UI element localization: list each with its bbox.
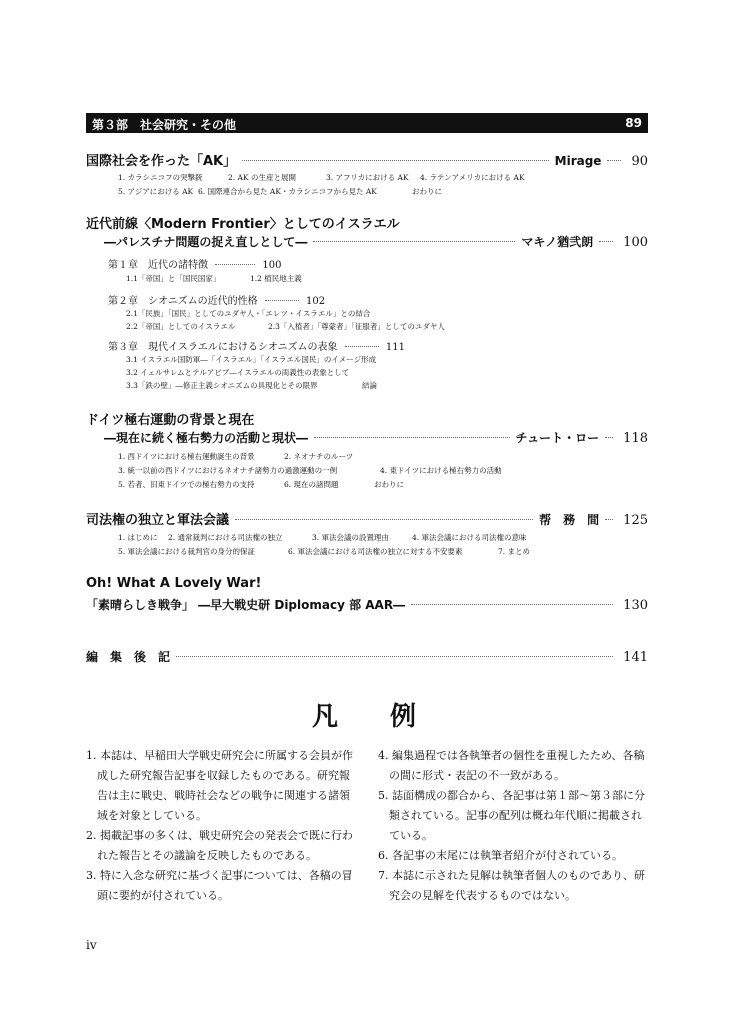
toc-item: 5. 若者、旧東ドイツでの極右勢力の支持: [118, 480, 255, 489]
leader-dots: [235, 519, 533, 520]
page-folio: iv: [86, 938, 97, 952]
toc-item: 2. 通常裁判における司法権の独立: [168, 533, 283, 542]
legend-line: 域を対象としている。: [86, 809, 207, 822]
chapter-page: 111: [385, 342, 405, 353]
toc-item: 2.1「民族」「国民」としてのユダヤ人・「エレツ・イスラエル」との結合: [126, 309, 371, 318]
legend-line: 告は主に戦史、戦時社会などの戦争に関連する諸領: [86, 789, 350, 802]
leader-dots: [599, 241, 613, 242]
toc-item: 結論: [362, 381, 377, 390]
toc-entry-germany[interactable]: [104, 429, 648, 446]
toc-item: 1. はじめに: [118, 533, 158, 542]
toc-item: 2. AK の生産と展開: [228, 173, 296, 182]
chapter-label: 第１章 近代の諸特徴: [108, 260, 208, 271]
toc-item: 7. まとめ: [498, 547, 531, 556]
toc-entry-military-court[interactable]: [86, 509, 648, 528]
toc-subsections: [126, 321, 445, 332]
leader-dots: [313, 241, 515, 242]
legend-line: 類されている。記事の配列は概ね年代順に掲載され: [378, 809, 642, 822]
toc-subsections: [118, 172, 525, 183]
article-page: 118: [623, 431, 648, 446]
toc-item: 1.2 植民地主義: [250, 274, 302, 283]
leader-dots: [605, 519, 613, 520]
article-subtitle: ―現在に続く極右勢力の活動と現状―: [104, 431, 309, 445]
legend-line: れた報告とその議論を反映したものである。: [86, 849, 317, 862]
toc-subsections: [126, 273, 302, 284]
toc-item: 2.3「入植者」「尊蒙者」「征服者」としてのユダヤ人: [268, 322, 445, 331]
legend-line: 3. 特に入念な研究に基づく記事については、各稿の冒: [86, 869, 353, 882]
toc-item: 6. 国際連合から見た AK・カラシニコフから見た AK: [198, 187, 377, 196]
toc-subsections: [126, 380, 377, 391]
editorial-page: 141: [623, 650, 648, 665]
toc-item: 3.2 イェルサレムとテルアビブ―イスラエルの両義性の表象として: [126, 368, 350, 377]
toc-item: 3. 統一以前の西ドイツにおけるネオナチ諸勢力の過激運動の一例: [118, 466, 338, 475]
toc-item: 3.1 イスラエル国防軍―「イスラエル」「イスラエル国民」のイメージ形成: [126, 355, 377, 364]
toc-entry-ak[interactable]: [86, 150, 648, 169]
toc-item: 5. 軍法会議における裁判官の身分的保証: [118, 547, 256, 556]
leader-dots: [242, 160, 549, 161]
toc-item: 6. 現在の諸問題: [284, 480, 339, 489]
toc-item: 4. 東ドイツにおける極右勢力の活動: [380, 466, 502, 475]
article-page: 125: [623, 513, 648, 528]
toc-item: 3. 軍法会議の設置理由: [312, 533, 390, 542]
article-title[interactable]: Oh! What A Lovely War!: [86, 576, 262, 591]
section-header-bar: [86, 113, 648, 133]
legend-line: 成した研究報告記事を収録したものである。研究報: [86, 769, 350, 782]
leader-dots: [345, 346, 379, 347]
toc-item: 1. 西ドイツにおける極右運動誕生の背景: [118, 452, 255, 461]
legend-title: 凡例: [312, 702, 469, 732]
legend-line: 2. 掲載記事の多くは、戦史研究会の発表会で既に行わ: [86, 829, 353, 842]
legend-line: ている。: [378, 829, 433, 842]
article-author: 帮 務 間: [539, 513, 600, 527]
legend-right-column: [378, 746, 660, 906]
article-subtitle: 「素晴らしき戦争」 ―早大戦史研 Diplomacy 部 AAR―: [86, 598, 406, 612]
chapter-page: 100: [262, 260, 282, 271]
toc-subsections: [126, 354, 376, 365]
article-page: 130: [623, 598, 648, 613]
toc-subsections: [118, 451, 353, 462]
toc-item: 2. ネオナチのルーツ: [284, 452, 354, 461]
legend-line: 1. 本誌は、早稲田大学戦史研究会に所属する会員が作: [86, 749, 353, 762]
chapter-heading: [108, 292, 325, 307]
editorial-label: 編 集 後 記: [86, 650, 171, 664]
legend-line: の間に形式・表記の不一致がある。: [378, 769, 565, 782]
toc-subsections: [118, 532, 527, 543]
article-title[interactable]: ドイツ極右運動の背景と現在: [86, 413, 255, 428]
section-page-number: 89: [625, 116, 642, 130]
toc-item: 6. 軍法会議における司法権の独立に対する不安要素: [288, 547, 463, 556]
article-author: Mirage: [554, 154, 602, 168]
chapter-heading: [108, 256, 281, 271]
legend-line: 7. 本誌に示された見解は執筆者個人のものであり、研: [378, 869, 645, 882]
toc-item: 4. 軍法会議における司法権の意味: [412, 533, 527, 542]
article-title: 国際社会を作った「AK」: [86, 154, 237, 169]
article-subtitle: ―パレスチナ問題の捉え直しとして―: [104, 235, 308, 249]
article-title: 司法権の独立と軍法会議: [86, 513, 230, 528]
chapter-heading: [108, 338, 405, 353]
chapter-label: 第３章 現代イスラエルにおけるシオニズムの表象: [108, 342, 338, 353]
leader-dots: [314, 437, 510, 438]
toc-subsections: [126, 367, 349, 378]
toc-item: 3. アフリカにおける AK: [326, 173, 409, 182]
toc-subsections: [118, 479, 404, 490]
article-title[interactable]: 近代前線〈Modern Frontier〉としてのイスラエル: [86, 217, 400, 232]
leader-dots: [176, 656, 613, 657]
leader-dots: [215, 264, 255, 265]
toc-item: 5. アジアにおける AK: [118, 187, 194, 196]
article-page: 100: [623, 235, 648, 250]
legend-line: 4. 編集過程では各執筆者の個性を重視したため、各稿: [378, 749, 645, 762]
legend-line: 5. 誌面構成の都合から、各記事は第１部〜第３部に分: [378, 789, 645, 802]
section-title: 第３部 社会研究・その他: [92, 118, 237, 132]
toc-entry-editorial[interactable]: [86, 648, 648, 665]
toc-subsections: [126, 308, 370, 319]
toc-entry-israel[interactable]: [104, 233, 648, 250]
toc-entry-diplomacy[interactable]: [86, 596, 648, 613]
article-author: マキノ猶弐朗: [521, 235, 594, 249]
article-page: 90: [631, 154, 648, 169]
chapter-page: 102: [305, 296, 326, 307]
toc-subsections: [118, 546, 530, 557]
toc-subsections: [118, 186, 442, 197]
toc-item: おわりに: [374, 480, 404, 489]
toc-item: 4. ラテンアメリカにおける AK: [420, 173, 525, 182]
legend-line: 究会の見解を代表するものではない。: [378, 889, 576, 902]
toc-item: 3.3「鉄の壁」―修正主義シオニズムの具現化とその限界: [126, 381, 318, 390]
legend-line: 頭に要約が付されている。: [86, 889, 229, 902]
leader-dots: [607, 160, 621, 161]
toc-item: 1.1「帝国」と「国民国家」: [126, 274, 221, 283]
article-author: チュート・ロー: [515, 431, 600, 445]
leader-dots: [265, 300, 299, 301]
legend-left-column: [86, 746, 368, 906]
toc-item: 1. カラシニコフの突撃銃: [118, 173, 203, 182]
toc-subsections: [118, 465, 502, 476]
chapter-label: 第２章 シオニズムの近代的性格: [108, 296, 258, 307]
leader-dots: [411, 604, 613, 605]
leader-dots: [605, 437, 613, 438]
toc-item: 2.2「帝国」としてのイスラエル: [126, 322, 236, 331]
toc-item: おわりに: [412, 187, 442, 196]
legend-line: 6. 各記事の末尾には執筆者紹介が付されている。: [378, 849, 623, 862]
